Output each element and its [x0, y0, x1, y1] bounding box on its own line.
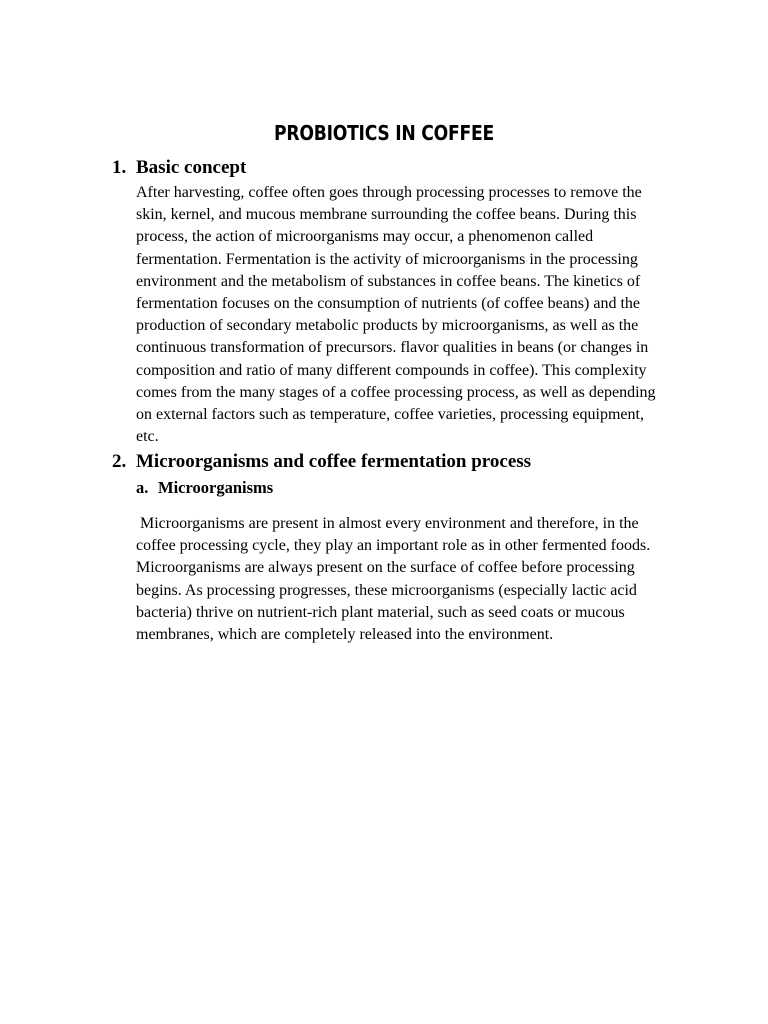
paragraph-line: environment and the metabolism of substances in coffee beans. The kinetics of [136, 272, 641, 290]
paragraph-line: on external factors such as temperature, coffee varieties, processing equipment, [136, 406, 644, 424]
subsection-number: a. [136, 478, 149, 497]
paragraph-line: composition and ratio of many different compounds in coffee). This complexity [136, 361, 647, 379]
paragraph-basic-concept [136, 182, 676, 448]
paragraph-line: etc. [136, 428, 159, 446]
section-title: Basic concept [136, 157, 247, 178]
paragraph-line: production of secondary metabolic products by microorganisms, as well as the [136, 317, 639, 335]
section-number: 1. [112, 157, 127, 178]
paragraph-line: fermentation focuses on the consumption of nutrients (of coffee beans) and the [136, 295, 640, 313]
paragraph-microorganisms [136, 513, 676, 646]
document-title: PROBIOTICS IN COFFEE [274, 121, 494, 145]
subsection-heading-microorganisms [136, 477, 273, 499]
paragraph-line: coffee processing cycle, they play an important role as in other fermented foods. [136, 537, 651, 555]
section-title: Microorganisms and coffee fermentation process [136, 451, 532, 472]
section-heading-microorganisms-fermentation [112, 450, 531, 474]
paragraph-line: process, the action of microorganisms may occur, a phenomenon called [136, 228, 594, 246]
section-heading-basic-concept [112, 156, 246, 180]
paragraph-line: Microorganisms are always present on the surface of coffee before processing [136, 559, 635, 577]
paragraph-line: comes from the many stages of a coffee processing process, as well as depending [136, 383, 656, 401]
paragraph-line: continuous transformation of precursors. flavor qualities in beans (or changes in [136, 339, 649, 357]
section-number: 2. [112, 451, 127, 472]
paragraph-line: skin, kernel, and mucous membrane surrounding the coffee beans. During this [136, 206, 637, 224]
paragraph-line: bacteria) thrive on nutrient-rich plant material, such as seed coats or mucous [136, 603, 625, 621]
paragraph-line: After harvesting, coffee often goes through processing processes to remove the [136, 184, 642, 201]
subsection-title: Microorganisms [158, 478, 274, 497]
paragraph-line: begins. As processing progresses, these microorganisms (especially lactic acid [136, 581, 637, 599]
paragraph-line: Microorganisms are present in almost every environment and therefore, in the [136, 515, 639, 532]
paragraph-line: membranes, which are completely released into the environment. [136, 626, 554, 644]
paragraph-line: fermentation. Fermentation is the activity of microorganisms in the processing [136, 250, 638, 268]
